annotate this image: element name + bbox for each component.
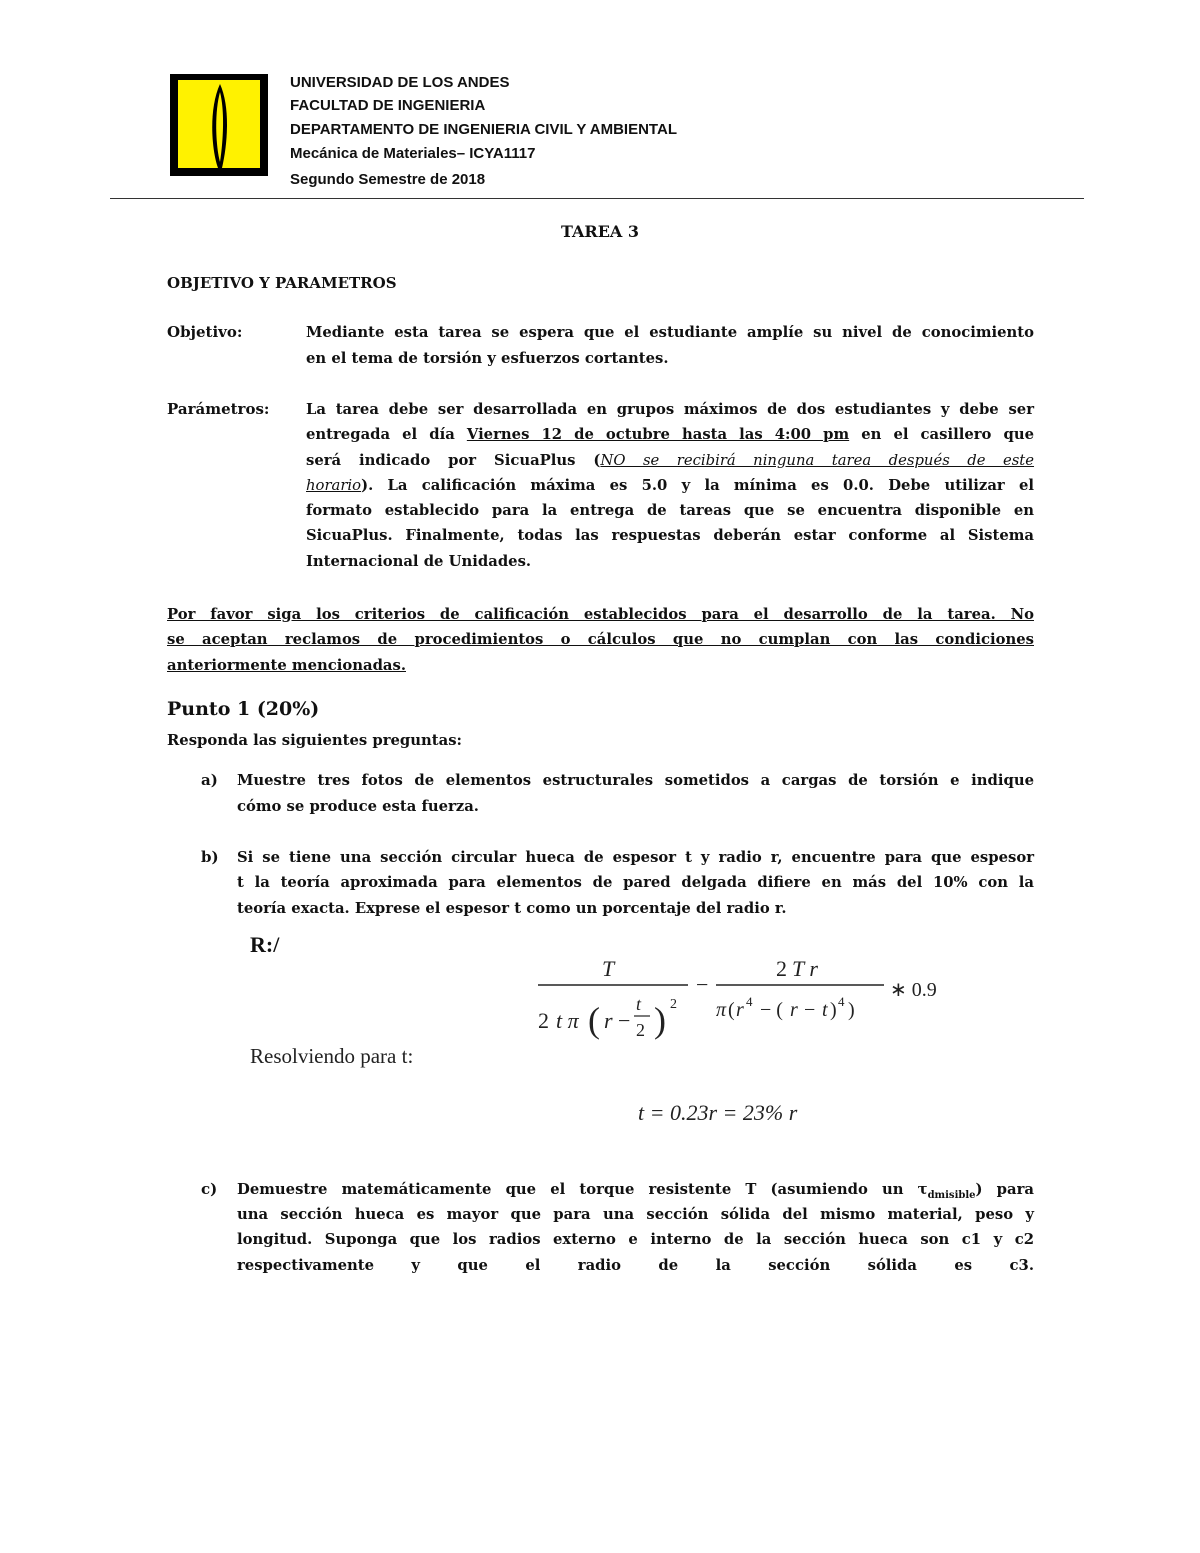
svg-text:∗ 0.9: ∗ 0.9 <box>890 979 937 1001</box>
header-university: UNIVERSIDAD DE LOS ANDES <box>290 74 510 91</box>
item-a-line2: cómo se produce esta fuerza. <box>237 798 479 815</box>
svg-text:T r: T r <box>792 956 818 981</box>
notice-line2: se aceptan reclamos de procedimientos o cálculos que no cumplan con las condiciones <box>167 631 1034 648</box>
svg-text:): ) <box>654 1000 666 1040</box>
item-c-line4: respectivamente y que el radio de la sección sólida es c3. <box>237 1257 1034 1274</box>
svg-text:t: t <box>636 994 642 1014</box>
svg-text:r: r <box>604 1008 613 1033</box>
svg-text:t π: t π <box>556 1008 579 1033</box>
svg-text:T: T <box>602 956 615 981</box>
svg-text:4: 4 <box>746 994 753 1009</box>
parametros-line5: formato establecido para la entrega de tareas que se encuentra disponible en <box>306 502 1034 519</box>
svg-text:2: 2 <box>776 956 787 981</box>
parametros-line3: será indicado por SicuaPlus (NO se recibirá ninguna tarea después de este <box>306 452 1035 469</box>
deadline-text: Viernes 12 de octubre hasta las 4:00 pm <box>466 426 850 443</box>
answer-label: R:/ <box>250 932 280 957</box>
parametros-line7: Internacional de Unidades. <box>306 553 532 570</box>
parametros-line2: entregada el día Viernes 12 de octubre hasta las 4:00 pm en el casillero que <box>306 426 1034 443</box>
item-a-letter: a) <box>201 771 218 789</box>
svg-text:t: t <box>822 999 828 1021</box>
item-c-line3: longitud. Suponga que los radios externo e interno de la sección hueca son c1 y c2 <box>237 1231 1034 1248</box>
header-course: Mecánica de Materiales– ICYA1117 <box>290 145 536 162</box>
svg-text:): ) <box>848 999 855 1021</box>
svg-text:r: r <box>790 999 798 1021</box>
parametros-line6: SicuaPlus. Finalmente, todas las respuestas deberán estar conforme al Sistema <box>306 527 1034 544</box>
svg-text:2: 2 <box>636 1020 645 1040</box>
punto1-intro: Responda las siguientes preguntas: <box>167 732 463 749</box>
item-b-line1: Si se tiene una sección circular hueca de espesor t y radio r, encuentre para que espesor <box>237 849 1034 866</box>
svg-text:4: 4 <box>838 994 845 1009</box>
doc-title: TAREA 3 <box>560 222 640 241</box>
svg-text:r: r <box>736 999 744 1021</box>
item-c-letter: c) <box>201 1180 218 1198</box>
item-a-line1: Muestre tres fotos de elementos estructurales sometidos a cargas de torsión e indique <box>237 772 1034 789</box>
punto1-title: Punto 1 (20%) <box>167 698 320 720</box>
notice-line1: Por favor siga los criterios de calificación establecidos para el desarrollo de la tarea. No <box>167 606 1034 623</box>
header-semester: Segundo Semestre de 2018 <box>290 171 486 188</box>
svg-text:2: 2 <box>538 1008 549 1033</box>
item-c-line1: Demuestre matemáticamente que el torque resistente T (asumiendo un $\tau_{dmisible}$) para <box>237 1181 1034 1201</box>
torsion-equation <box>520 950 960 1050</box>
item-b-letter: b) <box>201 848 219 866</box>
item-b-line2: t la teoría aproximada para elementos de pared delgada difiere en más del 10% con la <box>237 874 1034 891</box>
svg-text:(: ( <box>588 1000 600 1040</box>
section-title: OBJETIVO Y PARAMETROS <box>167 274 397 292</box>
parametros-line4: horario). La calificación máxima es 5.0 y la mínima es 0.0. Debe utilizar el <box>306 477 1034 494</box>
svg-text:−: − <box>804 999 816 1021</box>
notice-line3: anteriormente mencionadas. <box>167 657 406 674</box>
item-b-line3: teoría exacta. Exprese el espesor t como un porcentaje del radio r. <box>237 900 787 917</box>
svg-text:): ) <box>830 999 837 1021</box>
header-faculty: FACULTAD DE INGENIERIA <box>290 97 486 114</box>
svg-text:2: 2 <box>670 997 677 1012</box>
parametros-label: Parámetros: <box>167 400 270 418</box>
svg-text:(: ( <box>728 999 735 1021</box>
header-department: DEPARTAMENTO DE INGENIERIA CIVIL Y AMBIENTAL <box>290 121 677 138</box>
objetivo-line1: Mediante esta tarea se espera que el estudiante amplíe su nivel de conocimiento <box>306 324 1034 341</box>
svg-text:−: − <box>618 1008 631 1033</box>
university-logo <box>168 72 270 176</box>
resolviendo-text: Resolviendo para t: <box>250 1044 414 1068</box>
late-warning: NO se recibirá ninguna tarea después de este <box>600 452 1035 469</box>
header-divider <box>110 198 1084 199</box>
objetivo-label: Objetivo: <box>167 323 243 341</box>
svg-text:−: − <box>696 972 709 997</box>
objetivo-line2: en el tema de torsión y esfuerzos cortantes. <box>306 350 669 367</box>
item-c-line2: una sección hueca es mayor que para una sección sólida del mismo material, peso y <box>237 1206 1034 1223</box>
parametros-line1: La tarea debe ser desarrollada en grupos máximos de dos estudiantes y debe ser <box>306 401 1034 418</box>
svg-text:− (: − ( <box>760 999 783 1021</box>
result-equation: t = 0.23r = 23% r <box>638 1100 798 1125</box>
svg-text:π: π <box>716 999 727 1021</box>
